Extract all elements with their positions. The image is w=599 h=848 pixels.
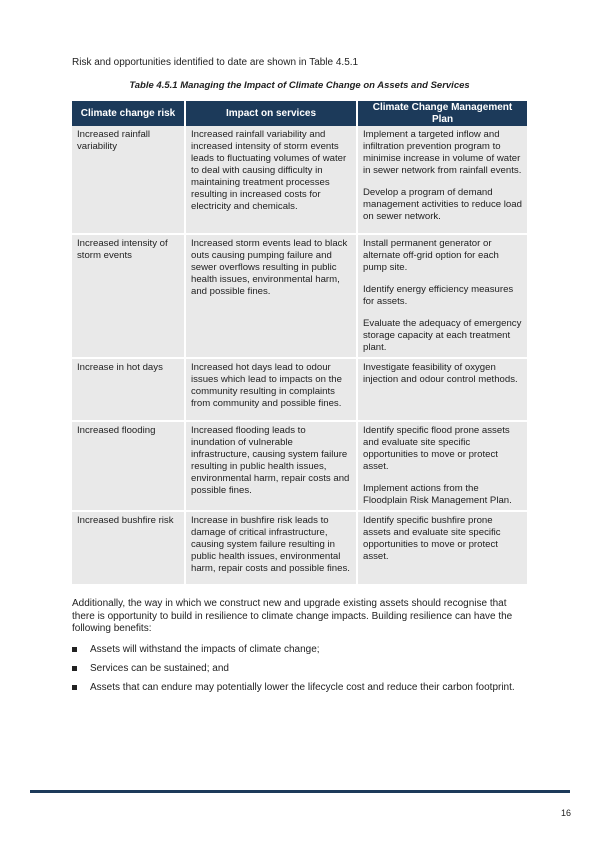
header-management-plan: Climate Change Management Plan [357,101,527,126]
square-bullet-icon [72,666,77,671]
risk-cell: Increased flooding [72,421,185,511]
risk-cell: Increased rainfall variability [72,126,185,234]
impact-cell: Increased storm events lead to black outs causing pumping failure and sewer overflows resulting in public health issues, environmental harm, and possible fines. [185,234,357,358]
table-row [72,421,527,511]
plan-item: Identify specific bushfire prone assets and evaluate site specific opportunities to move or protect asset. [363,515,501,562]
benefits-list [72,644,515,701]
plan-cell [357,126,527,234]
impact-cell: Increased flooding leads to inundation of vulnerable infrastructure, causing system failure resulting in public health issues, environmental harm, repair costs and possible fines. [185,421,357,511]
square-bullet-icon [72,647,77,652]
impact-cell: Increase in bushfire risk leads to damage of critical infrastructure, causing system failure resulting in public health issues, environmental harm, repair costs and possible fines. [185,511,357,585]
risk-cell: Increased intensity of storm events [72,234,185,358]
impact-cell: Increased rainfall variability and increased intensity of storm events leads to fluctuating volumes of water to deal with causing difficulty in maintaining treatment processes resulting in increased costs for electricity and chemicals. [185,126,357,234]
table-row [72,358,527,421]
plan-item: Identify specific flood prone assets and evaluate site specific opportunities to move or protect asset. [363,425,510,472]
impact-cell: Increased hot days lead to odour issues which lead to impacts on the community resulting in complaints from community and possible fines. [185,358,357,421]
square-bullet-icon [72,685,77,690]
list-item-text: Services can be sustained; and [90,663,229,674]
header-impact-on-services: Impact on services [185,101,357,126]
plan-item: Identify energy efficiency measures for assets. [363,284,514,307]
header-climate-change-risk: Climate change risk [72,101,185,126]
table-header-row [72,101,527,126]
table-row [72,126,527,234]
risk-cell: Increase in hot days [72,358,185,421]
list-item-text: Assets that can endure may potentially lower the lifecycle cost and reduce their carbon footprint. [90,682,515,693]
table-row [72,234,527,358]
resilience-paragraph: Additionally, the way in which we construct new and upgrade existing assets should recognise that there is opportunity to build in resilience to climate change impacts. Building resilience can have the following benefits: [72,598,513,634]
plan-item: Develop a program of demand management activities to reduce load on sewer network. [363,187,522,222]
plan-item: Implement a targeted inflow and infiltration prevention program to minimise increase in volume of water in sewer network from rainfall events. [363,129,522,176]
risk-cell: Increased bushfire risk [72,511,185,585]
plan-item: Install permanent generator or alternate off-grid option for each pump site. [363,238,499,273]
list-item [72,682,515,701]
plan-cell [357,358,527,421]
plan-cell [357,511,527,585]
plan-cell [357,234,527,358]
plan-item: Evaluate the adequacy of emergency storage capacity at each treatment plant. [363,318,522,353]
climate-risk-table [72,101,527,586]
list-item [72,644,515,663]
list-item [72,663,515,682]
table-row [72,511,527,585]
plan-item: Investigate feasibility of oxygen injection and odour control methods. [363,362,518,385]
plan-item: Implement actions from the Floodplain Risk Management Plan. [363,483,512,506]
footer-divider [30,790,570,793]
list-item-text: Assets will withstand the impacts of climate change; [90,644,320,655]
page-number: 16 [561,808,572,818]
table-caption: Table 4.5.1 Managing the Impact of Climate Change on Assets and Services [129,80,470,91]
plan-cell [357,421,527,511]
intro-text: Risk and opportunities identified to date are shown in Table 4.5.1 [72,57,359,68]
